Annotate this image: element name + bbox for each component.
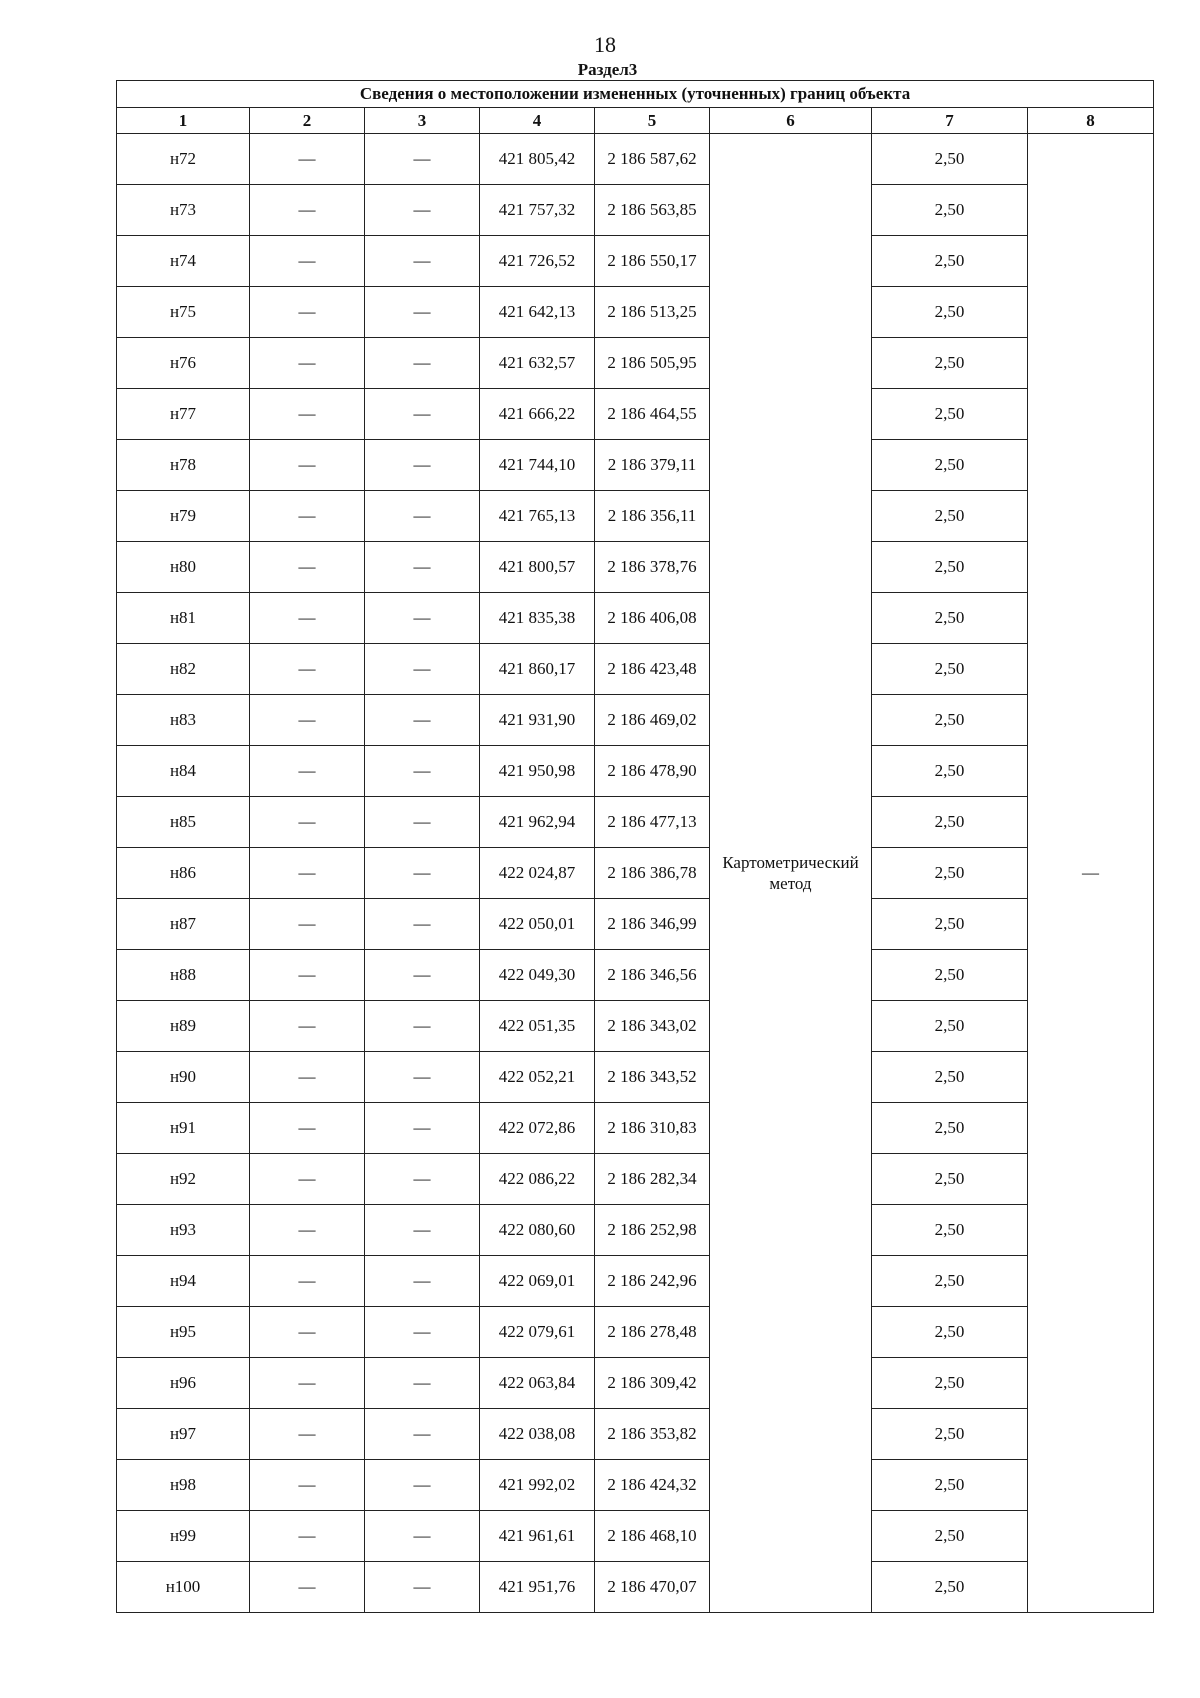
y-coordinate-cell: 2 186 513,25: [595, 287, 710, 338]
x-coordinate-cell: 421 951,76: [480, 1562, 595, 1613]
column3-cell: —: [365, 1358, 480, 1409]
accuracy-cell: 2,50: [872, 899, 1028, 950]
accuracy-cell: 2,50: [872, 746, 1028, 797]
y-coordinate-cell: 2 186 477,13: [595, 797, 710, 848]
column3-cell: —: [365, 1256, 480, 1307]
accuracy-cell: 2,50: [872, 1511, 1028, 1562]
column3-cell: —: [365, 644, 480, 695]
x-coordinate-cell: 421 800,57: [480, 542, 595, 593]
accuracy-cell: 2,50: [872, 287, 1028, 338]
column3-cell: —: [365, 1562, 480, 1613]
accuracy-cell: 2,50: [872, 1358, 1028, 1409]
column3-cell: —: [365, 338, 480, 389]
point-name-cell: н81: [117, 593, 250, 644]
accuracy-cell: 2,50: [872, 1460, 1028, 1511]
column2-cell: —: [250, 1205, 365, 1256]
x-coordinate-cell: 421 950,98: [480, 746, 595, 797]
point-name-cell: н96: [117, 1358, 250, 1409]
accuracy-cell: 2,50: [872, 1001, 1028, 1052]
x-coordinate-cell: 421 744,10: [480, 440, 595, 491]
table-row: [117, 848, 1154, 899]
x-coordinate-cell: 421 992,02: [480, 1460, 595, 1511]
column3-cell: —: [365, 1409, 480, 1460]
y-coordinate-cell: 2 186 563,85: [595, 185, 710, 236]
table-body: [117, 134, 1154, 1613]
column2-cell: —: [250, 491, 365, 542]
y-coordinate-cell: 2 186 309,42: [595, 1358, 710, 1409]
accuracy-cell: 2,50: [872, 1103, 1028, 1154]
point-name-cell: н90: [117, 1052, 250, 1103]
accuracy-cell: 2,50: [872, 1409, 1028, 1460]
column3-cell: —: [365, 950, 480, 1001]
x-coordinate-cell: 422 050,01: [480, 899, 595, 950]
table-row: [117, 797, 1154, 848]
y-coordinate-cell: 2 186 464,55: [595, 389, 710, 440]
y-coordinate-cell: 2 186 242,96: [595, 1256, 710, 1307]
x-coordinate-cell: 422 072,86: [480, 1103, 595, 1154]
y-coordinate-cell: 2 186 470,07: [595, 1562, 710, 1613]
table-row: [117, 134, 1154, 185]
boundary-table: [116, 80, 1154, 1613]
point-name-cell: н89: [117, 1001, 250, 1052]
column2-cell: —: [250, 1154, 365, 1205]
y-coordinate-cell: 2 186 356,11: [595, 491, 710, 542]
column3-cell: —: [365, 287, 480, 338]
accuracy-cell: 2,50: [872, 185, 1028, 236]
y-coordinate-cell: 2 186 587,62: [595, 134, 710, 185]
table-row: [117, 1154, 1154, 1205]
table-row: [117, 236, 1154, 287]
table-row: [117, 338, 1154, 389]
column-number: 7: [872, 108, 1028, 134]
y-coordinate-cell: 2 186 278,48: [595, 1307, 710, 1358]
table-caption: Сведения о местоположении измененных (уточненных) границ объекта: [117, 81, 1154, 108]
column3-cell: —: [365, 491, 480, 542]
y-coordinate-cell: 2 186 423,48: [595, 644, 710, 695]
table-row: [117, 1256, 1154, 1307]
point-name-cell: н73: [117, 185, 250, 236]
column3-cell: —: [365, 134, 480, 185]
point-name-cell: н97: [117, 1409, 250, 1460]
accuracy-cell: 2,50: [872, 644, 1028, 695]
column2-cell: —: [250, 338, 365, 389]
point-name-cell: н98: [117, 1460, 250, 1511]
x-coordinate-cell: 422 069,01: [480, 1256, 595, 1307]
y-coordinate-cell: 2 186 468,10: [595, 1511, 710, 1562]
column-number: 6: [710, 108, 872, 134]
y-coordinate-cell: 2 186 505,95: [595, 338, 710, 389]
point-name-cell: н95: [117, 1307, 250, 1358]
accuracy-cell: 2,50: [872, 1205, 1028, 1256]
x-coordinate-cell: 422 080,60: [480, 1205, 595, 1256]
point-name-cell: н87: [117, 899, 250, 950]
x-coordinate-cell: 421 666,22: [480, 389, 595, 440]
column3-cell: —: [365, 1205, 480, 1256]
column2-cell: —: [250, 644, 365, 695]
x-coordinate-cell: 422 024,87: [480, 848, 595, 899]
column2-cell: —: [250, 236, 365, 287]
column3-cell: —: [365, 797, 480, 848]
page-number: 18: [594, 32, 616, 57]
table-row: [117, 1307, 1154, 1358]
point-name-cell: н100: [117, 1562, 250, 1613]
column3-cell: —: [365, 593, 480, 644]
accuracy-cell: 2,50: [872, 338, 1028, 389]
x-coordinate-cell: 422 086,22: [480, 1154, 595, 1205]
table-row: [117, 1358, 1154, 1409]
column3-cell: —: [365, 1511, 480, 1562]
accuracy-cell: 2,50: [872, 848, 1028, 899]
table-row: [117, 1511, 1154, 1562]
y-coordinate-cell: 2 186 378,76: [595, 542, 710, 593]
column2-cell: —: [250, 389, 365, 440]
column-number: 4: [480, 108, 595, 134]
y-coordinate-cell: 2 186 346,56: [595, 950, 710, 1001]
table-row: [117, 746, 1154, 797]
section-title: Раздел3: [577, 60, 638, 79]
column3-cell: —: [365, 899, 480, 950]
accuracy-cell: 2,50: [872, 1256, 1028, 1307]
x-coordinate-cell: 422 051,35: [480, 1001, 595, 1052]
y-coordinate-cell: 2 186 469,02: [595, 695, 710, 746]
x-coordinate-cell: 421 765,13: [480, 491, 595, 542]
table-row: [117, 899, 1154, 950]
y-coordinate-cell: 2 186 343,52: [595, 1052, 710, 1103]
x-coordinate-cell: 421 805,42: [480, 134, 595, 185]
y-coordinate-cell: 2 186 406,08: [595, 593, 710, 644]
column3-cell: —: [365, 185, 480, 236]
column2-cell: —: [250, 1358, 365, 1409]
y-coordinate-cell: 2 186 252,98: [595, 1205, 710, 1256]
table-row: [117, 1052, 1154, 1103]
column2-cell: —: [250, 1460, 365, 1511]
column8-cell: —: [1028, 134, 1154, 1613]
point-name-cell: н74: [117, 236, 250, 287]
point-name-cell: н93: [117, 1205, 250, 1256]
column-number: 1: [117, 108, 250, 134]
point-name-cell: н78: [117, 440, 250, 491]
column2-cell: —: [250, 950, 365, 1001]
column2-cell: —: [250, 695, 365, 746]
column2-cell: —: [250, 1562, 365, 1613]
point-name-cell: н88: [117, 950, 250, 1001]
x-coordinate-cell: 421 860,17: [480, 644, 595, 695]
point-name-cell: н79: [117, 491, 250, 542]
y-coordinate-cell: 2 186 478,90: [595, 746, 710, 797]
column2-cell: —: [250, 899, 365, 950]
column3-cell: —: [365, 542, 480, 593]
column2-cell: —: [250, 1103, 365, 1154]
column2-cell: —: [250, 440, 365, 491]
x-coordinate-cell: 422 049,30: [480, 950, 595, 1001]
x-coordinate-cell: 421 726,52: [480, 236, 595, 287]
column3-cell: —: [365, 746, 480, 797]
column2-cell: —: [250, 287, 365, 338]
accuracy-cell: 2,50: [872, 593, 1028, 644]
x-coordinate-cell: 421 632,57: [480, 338, 595, 389]
column-number: 2: [250, 108, 365, 134]
point-name-cell: н75: [117, 287, 250, 338]
y-coordinate-cell: 2 186 424,32: [595, 1460, 710, 1511]
column2-cell: —: [250, 593, 365, 644]
table-row: [117, 950, 1154, 1001]
point-name-cell: н85: [117, 797, 250, 848]
column3-cell: —: [365, 848, 480, 899]
x-coordinate-cell: 421 961,61: [480, 1511, 595, 1562]
x-coordinate-cell: 422 052,21: [480, 1052, 595, 1103]
column-number: 3: [365, 108, 480, 134]
table-row: [117, 389, 1154, 440]
accuracy-cell: 2,50: [872, 389, 1028, 440]
point-name-cell: н86: [117, 848, 250, 899]
point-name-cell: н77: [117, 389, 250, 440]
table-row: [117, 1562, 1154, 1613]
table-row: [117, 644, 1154, 695]
accuracy-cell: 2,50: [872, 797, 1028, 848]
column2-cell: —: [250, 1511, 365, 1562]
column2-cell: —: [250, 1256, 365, 1307]
y-coordinate-cell: 2 186 310,83: [595, 1103, 710, 1154]
accuracy-cell: 2,50: [872, 1562, 1028, 1613]
accuracy-cell: 2,50: [872, 134, 1028, 185]
accuracy-cell: 2,50: [872, 1154, 1028, 1205]
column2-cell: —: [250, 542, 365, 593]
column3-cell: —: [365, 1154, 480, 1205]
column-number: 8: [1028, 108, 1154, 134]
point-name-cell: н91: [117, 1103, 250, 1154]
method-cell: Картометрический метод: [710, 134, 872, 1613]
y-coordinate-cell: 2 186 550,17: [595, 236, 710, 287]
y-coordinate-cell: 2 186 353,82: [595, 1409, 710, 1460]
point-name-cell: н92: [117, 1154, 250, 1205]
y-coordinate-cell: 2 186 346,99: [595, 899, 710, 950]
column2-cell: —: [250, 1052, 365, 1103]
table-row: [117, 1460, 1154, 1511]
point-name-cell: н80: [117, 542, 250, 593]
x-coordinate-cell: 421 962,94: [480, 797, 595, 848]
accuracy-cell: 2,50: [872, 236, 1028, 287]
point-name-cell: н83: [117, 695, 250, 746]
x-coordinate-cell: 422 079,61: [480, 1307, 595, 1358]
accuracy-cell: 2,50: [872, 1307, 1028, 1358]
column3-cell: —: [365, 695, 480, 746]
column2-cell: —: [250, 746, 365, 797]
column2-cell: —: [250, 1409, 365, 1460]
accuracy-cell: 2,50: [872, 1052, 1028, 1103]
y-coordinate-cell: 2 186 343,02: [595, 1001, 710, 1052]
accuracy-cell: 2,50: [872, 440, 1028, 491]
point-name-cell: н94: [117, 1256, 250, 1307]
table-row: [117, 491, 1154, 542]
column-number: 5: [595, 108, 710, 134]
point-name-cell: н82: [117, 644, 250, 695]
accuracy-cell: 2,50: [872, 950, 1028, 1001]
x-coordinate-cell: 421 642,13: [480, 287, 595, 338]
accuracy-cell: 2,50: [872, 491, 1028, 542]
table-row: [117, 1205, 1154, 1256]
y-coordinate-cell: 2 186 386,78: [595, 848, 710, 899]
column3-cell: —: [365, 1460, 480, 1511]
y-coordinate-cell: 2 186 379,11: [595, 440, 710, 491]
accuracy-cell: 2,50: [872, 695, 1028, 746]
x-coordinate-cell: 422 038,08: [480, 1409, 595, 1460]
point-name-cell: н76: [117, 338, 250, 389]
table-row: [117, 287, 1154, 338]
column2-cell: —: [250, 134, 365, 185]
column-number-row: [117, 108, 1154, 134]
column2-cell: —: [250, 848, 365, 899]
x-coordinate-cell: 421 931,90: [480, 695, 595, 746]
column2-cell: —: [250, 1001, 365, 1052]
column3-cell: —: [365, 1001, 480, 1052]
x-coordinate-cell: 421 757,32: [480, 185, 595, 236]
accuracy-cell: 2,50: [872, 542, 1028, 593]
point-name-cell: н99: [117, 1511, 250, 1562]
column3-cell: —: [365, 236, 480, 287]
column3-cell: —: [365, 1307, 480, 1358]
column2-cell: —: [250, 185, 365, 236]
table-row: [117, 695, 1154, 746]
table-row: [117, 593, 1154, 644]
column2-cell: —: [250, 797, 365, 848]
column3-cell: —: [365, 1103, 480, 1154]
column3-cell: —: [365, 440, 480, 491]
column3-cell: —: [365, 1052, 480, 1103]
table-row: [117, 542, 1154, 593]
table-row: [117, 1409, 1154, 1460]
table-row: [117, 440, 1154, 491]
table-row: [117, 1103, 1154, 1154]
table-row: [117, 1001, 1154, 1052]
y-coordinate-cell: 2 186 282,34: [595, 1154, 710, 1205]
column2-cell: —: [250, 1307, 365, 1358]
point-name-cell: н84: [117, 746, 250, 797]
x-coordinate-cell: 422 063,84: [480, 1358, 595, 1409]
table-row: [117, 185, 1154, 236]
x-coordinate-cell: 421 835,38: [480, 593, 595, 644]
point-name-cell: н72: [117, 134, 250, 185]
column3-cell: —: [365, 389, 480, 440]
